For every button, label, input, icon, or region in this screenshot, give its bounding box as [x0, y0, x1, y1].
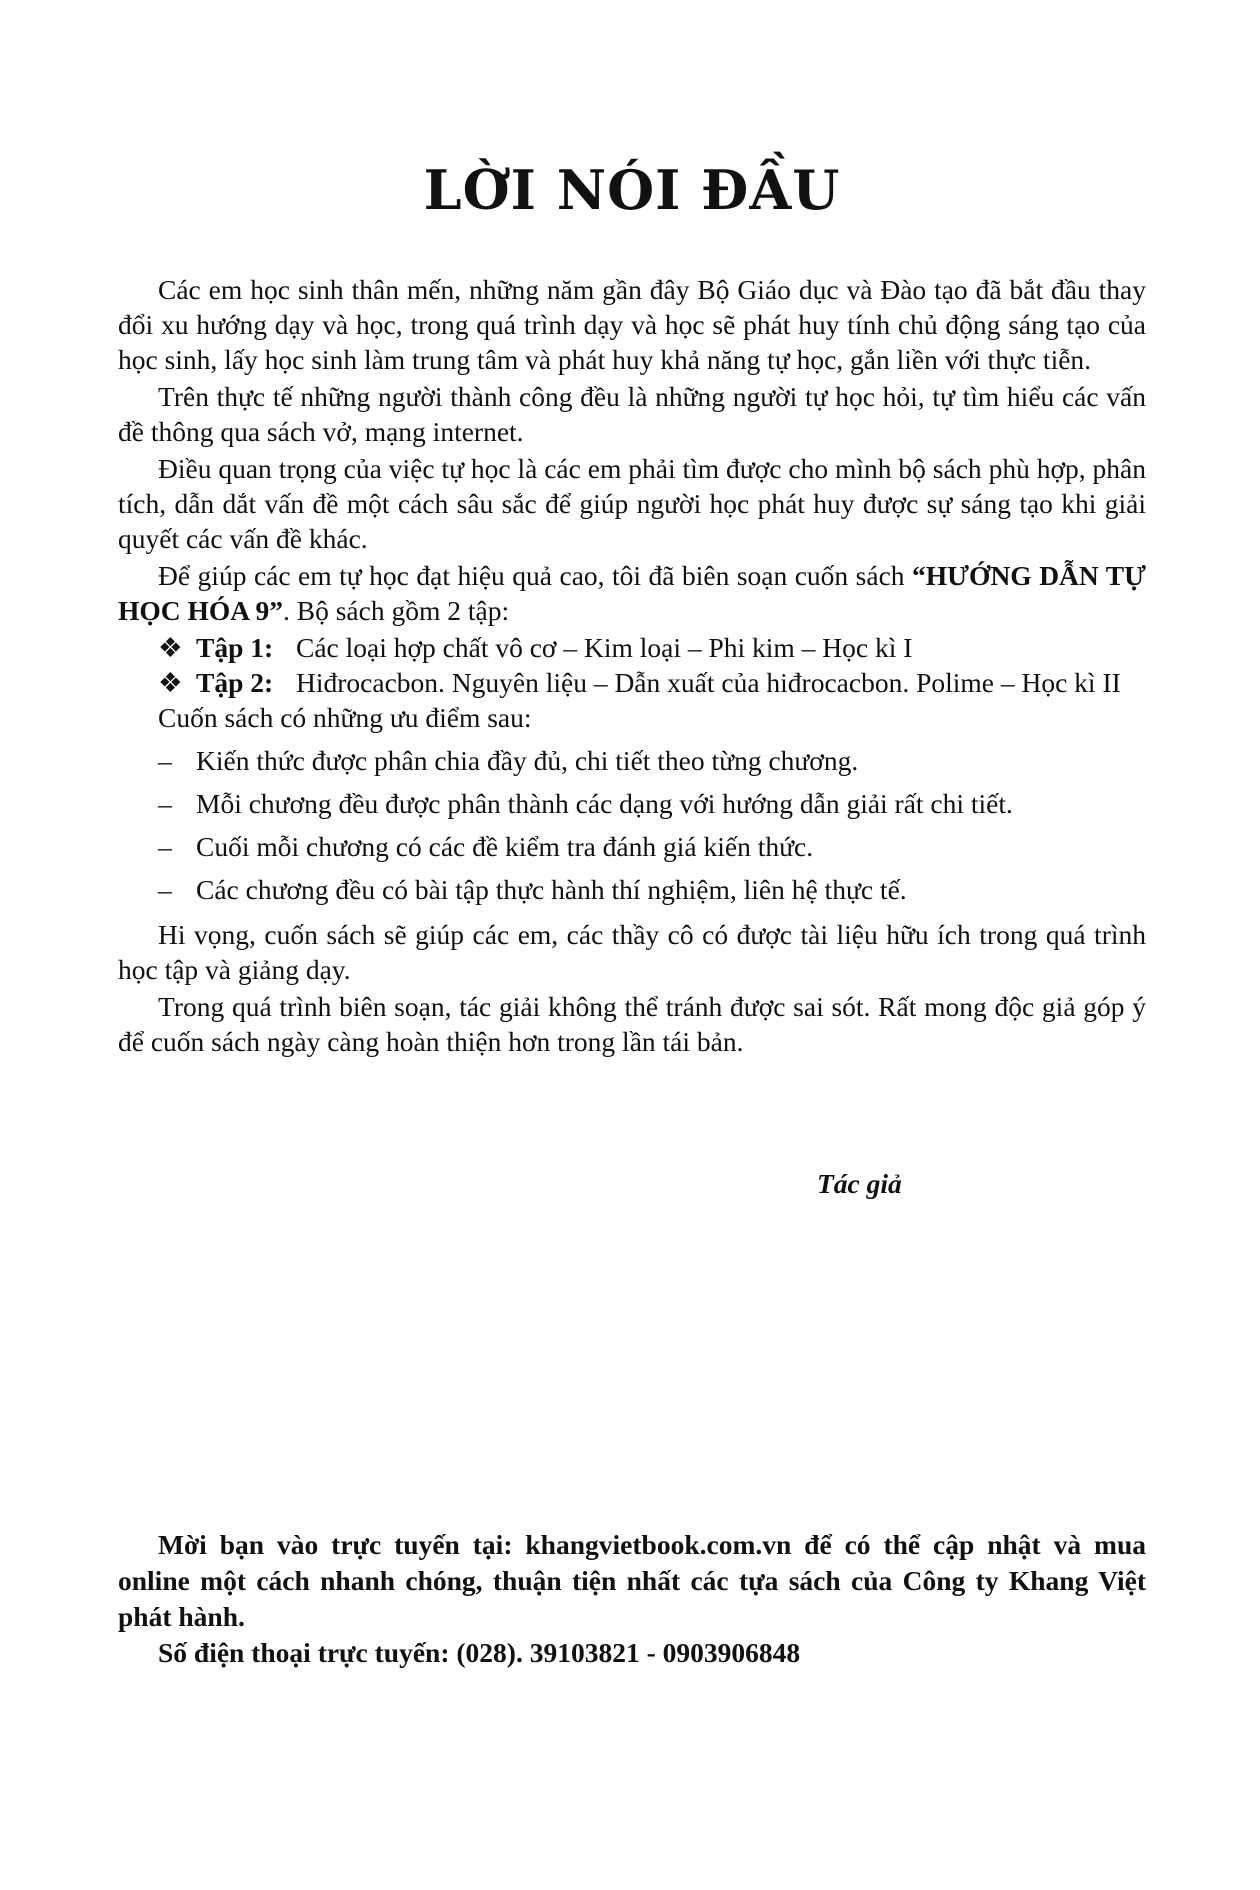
page-title: LỜI NÓI ĐẦU [423, 158, 841, 222]
list-item [118, 786, 1146, 821]
paragraph: Các em học sinh thân mến, những năm gần đây Bộ Giáo dục và Đào tạo đã bắt đầu thay đổi xu hướng dạy và học, trong quá trình dạy và học sẽ phát huy tính chủ động sáng tạo của học sinh, lấy học sinh làm trung tâm và phát huy khả năng tự học, gắn liền với thực tiễn. [118, 274, 1146, 375]
book-title: “HƯỚNG DẪN TỰ HỌC HÓA 9” [118, 560, 1146, 626]
volume-label: Tập 1: [196, 632, 274, 663]
volume-label: Tập 2: [196, 667, 274, 698]
paragraph: Trong quá trình biên soạn, tác giải không thể tránh được sai sót. Rất mong độc giả góp ý để cuốn sách ngày càng hoàn thiện hơn trong lần tái bản. [118, 991, 1146, 1057]
volume-text: Các loại hợp chất vô cơ – Kim loại – Phi kim – Học kì I [296, 632, 913, 663]
volume-text: Hiđrocacbon. Nguyên liệu – Dẫn xuất của hiđrocacbon. Polime – Học kì II [296, 667, 1121, 698]
dash-bullet: – [158, 874, 172, 905]
intro-text: Để giúp các em tự học đạt hiệu quả cao, tôi đã biên soạn cuốn sách [158, 560, 913, 591]
paragraph: Điều quan trọng của việc tự học là các em phải tìm được cho mình bộ sách phù hợp, phân tích, dẫn dắt vấn đề một cách sâu sắc để giúp người học phát huy được sự sáng tạo khi giải quyết các vấn đề khác. [118, 453, 1146, 554]
paragraph: Trên thực tế những người thành công đều là những người tự học hỏi, tự tìm hiểu các vấn đề thông qua sách vở, mạng internet. [118, 381, 1146, 447]
list-item-text: Mỗi chương đều được phân thành các dạng với hướng dẫn giải rất chi tiết. [196, 788, 1013, 819]
diamond-bullet-icon: ❖ [158, 667, 183, 698]
author-signature: Tác giả [817, 1168, 902, 1199]
dash-bullet: – [158, 831, 172, 862]
dash-bullet: – [158, 745, 172, 776]
volume-item [118, 630, 1146, 665]
list-item-text: Các chương đều có bài tập thực hành thí nghiệm, liên hệ thực tế. [196, 874, 907, 905]
footer-online-text: Mời bạn vào trực tuyến tại: khangvietbook.com.vn để có thể cập nhật và mua online một cách nhanh chóng, thuận tiện nhất các tựa sách của Công ty Khang Việt phát hành. [118, 1529, 1146, 1632]
footer-notice [118, 1527, 1146, 1671]
dash-bullet: – [158, 788, 172, 819]
preface-body [118, 272, 1146, 1061]
list-item [118, 743, 1146, 778]
list-item [118, 872, 1146, 907]
intro-paragraph [118, 558, 1146, 628]
list-item [118, 829, 1146, 864]
advantages-lead: Cuốn sách có những ưu điểm sau: [158, 702, 532, 733]
footer-phone: Số điện thoại trực tuyến: (028). 39103821 - 0903906848 [158, 1637, 801, 1668]
list-item-text: Cuối mỗi chương có các đề kiểm tra đánh giá kiến thức. [196, 831, 814, 862]
diamond-bullet-icon: ❖ [158, 632, 183, 663]
paragraph: Hi vọng, cuốn sách sẽ giúp các em, các thầy cô có được tài liệu hữu ích trong quá trình học tập và giảng dạy. [118, 919, 1146, 985]
intro-text-end: . Bộ sách gồm 2 tập: [283, 595, 510, 626]
volume-item [118, 665, 1146, 700]
list-item-text: Kiến thức được phân chia đầy đủ, chi tiết theo từng chương. [196, 745, 859, 776]
